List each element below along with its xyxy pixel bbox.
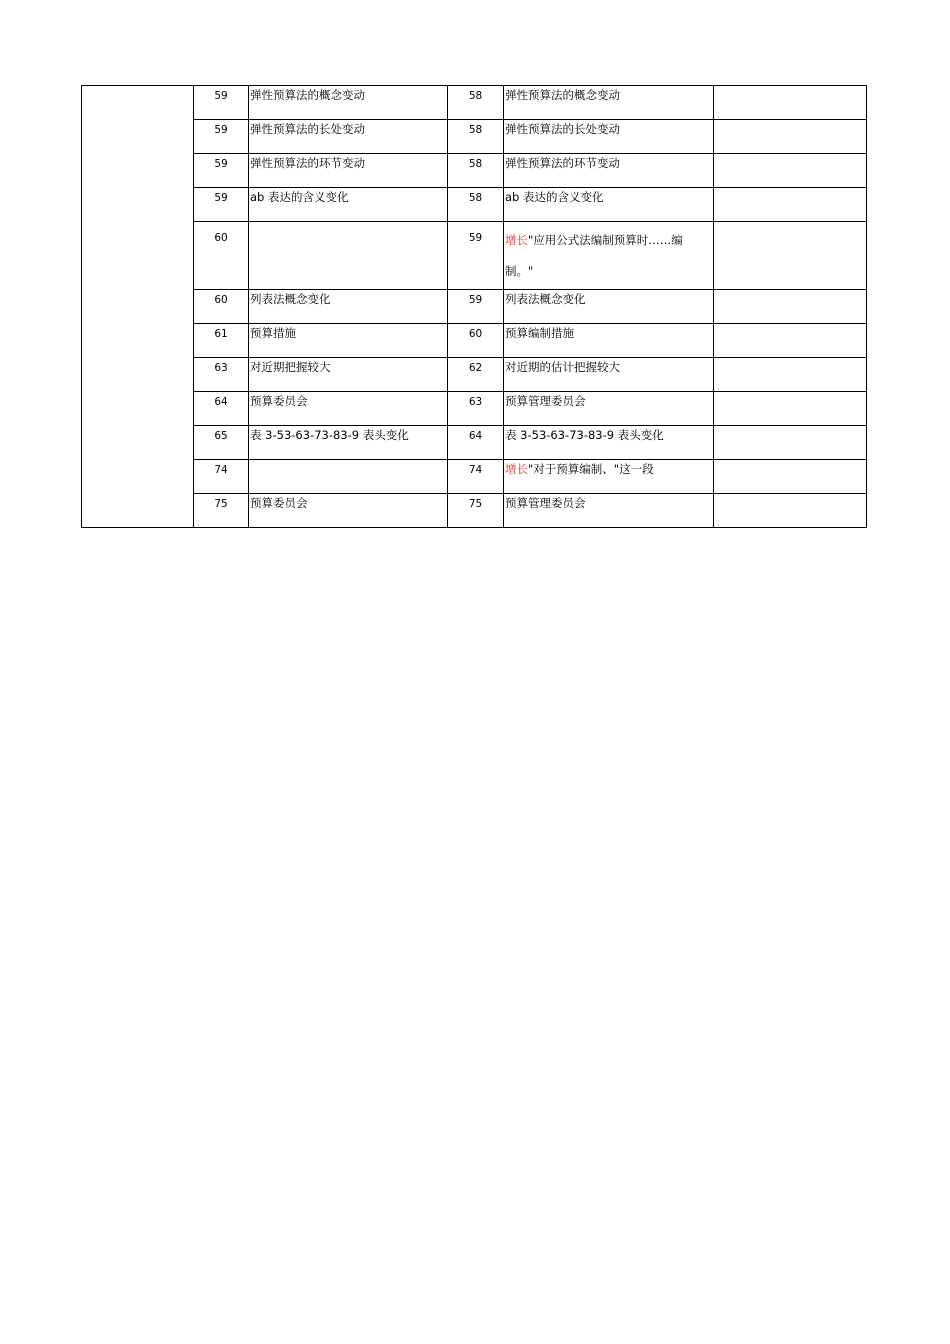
new-content-text: "对于预算编制、"这一段: [528, 462, 654, 476]
note-cell: [714, 188, 867, 222]
table-row: [82, 154, 867, 188]
note-cell: [714, 358, 867, 392]
added-marker: 增长: [505, 233, 528, 247]
note-cell: [714, 324, 867, 358]
old-content-cell: 预算措施: [249, 324, 448, 358]
old-page-cell: 60: [194, 290, 249, 324]
chapter-cell: [82, 86, 194, 528]
new-content-cell: [504, 86, 714, 120]
old-page-cell: 59: [194, 188, 249, 222]
old-content-cell: 对近期把握较大: [249, 358, 448, 392]
old-content-cell: ab 表达的含义变化: [249, 188, 448, 222]
table-row: [82, 460, 867, 494]
new-content-cell: [504, 120, 714, 154]
note-cell: [714, 460, 867, 494]
note-cell: [714, 426, 867, 460]
table-row: [82, 290, 867, 324]
old-page-cell: 65: [194, 426, 249, 460]
new-page-cell: 64: [448, 426, 504, 460]
new-page-cell: 59: [448, 222, 504, 290]
new-page-cell: 58: [448, 120, 504, 154]
new-content-cell: [504, 426, 714, 460]
old-content-cell: 弹性预算法的概念变动: [249, 86, 448, 120]
note-cell: [714, 86, 867, 120]
table-row: [82, 392, 867, 426]
old-content-cell: 弹性预算法的长处变动: [249, 120, 448, 154]
old-content-cell: 表 3-53-63-73-83-9 表头变化: [249, 426, 448, 460]
new-content-text: 列表法概念变化: [505, 292, 586, 306]
table-row: [82, 324, 867, 358]
old-content-cell: [249, 222, 448, 290]
old-page-cell: 75: [194, 494, 249, 528]
new-content-text: 弹性预算法的长处变动: [505, 122, 620, 136]
old-content-cell: 预算委员会: [249, 392, 448, 426]
note-cell: [714, 290, 867, 324]
new-page-cell: 74: [448, 460, 504, 494]
note-cell: [714, 494, 867, 528]
table-row: [82, 426, 867, 460]
table-row: [82, 358, 867, 392]
new-page-cell: 59: [448, 290, 504, 324]
revision-table-sheet: [81, 85, 866, 528]
new-page-cell: 58: [448, 154, 504, 188]
old-page-cell: 60: [194, 222, 249, 290]
old-page-cell: 74: [194, 460, 249, 494]
new-page-cell: 58: [448, 188, 504, 222]
new-page-cell: 63: [448, 392, 504, 426]
new-content-text: 弹性预算法的环节变动: [505, 156, 620, 170]
old-page-cell: 59: [194, 154, 249, 188]
old-content-cell: 弹性预算法的环节变动: [249, 154, 448, 188]
old-page-cell: 61: [194, 324, 249, 358]
new-content-text: "应用公式法编制预算时……编制。": [505, 233, 683, 278]
new-content-cell: [504, 358, 714, 392]
table-row: [82, 86, 867, 120]
new-page-cell: 75: [448, 494, 504, 528]
new-content-cell: [504, 324, 714, 358]
new-page-cell: 60: [448, 324, 504, 358]
new-content-text: ab 表达的含义变化: [505, 190, 604, 204]
new-content-cell: [504, 154, 714, 188]
note-cell: [714, 392, 867, 426]
new-content-text: 对近期的估计把握较大: [505, 360, 620, 374]
new-page-cell: 62: [448, 358, 504, 392]
old-content-cell: 预算委员会: [249, 494, 448, 528]
new-content-text: 表 3-53-63-73-83-9 表头变化: [505, 428, 664, 442]
new-content-text: 预算管理委员会: [505, 394, 586, 408]
note-cell: [714, 222, 867, 290]
table-row: [82, 222, 867, 290]
old-content-cell: [249, 460, 448, 494]
new-content-cell: [504, 290, 714, 324]
old-page-cell: 63: [194, 358, 249, 392]
new-page-cell: 58: [448, 86, 504, 120]
new-content-text: 弹性预算法的概念变动: [505, 88, 620, 102]
new-content-text: 预算编制措施: [505, 326, 574, 340]
old-page-cell: 59: [194, 86, 249, 120]
old-content-cell: 列表法概念变化: [249, 290, 448, 324]
old-page-cell: 64: [194, 392, 249, 426]
old-page-cell: 59: [194, 120, 249, 154]
note-cell: [714, 120, 867, 154]
new-content-cell: [504, 188, 714, 222]
note-cell: [714, 154, 867, 188]
table-row: [82, 494, 867, 528]
table-row: [82, 120, 867, 154]
new-content-cell: [504, 460, 714, 494]
table-row: [82, 188, 867, 222]
new-content-cell: [504, 494, 714, 528]
new-content-cell: [504, 222, 714, 290]
new-content-cell: [504, 392, 714, 426]
added-marker: 增长: [505, 462, 528, 476]
revision-table: [81, 85, 867, 528]
new-content-text: 预算管理委员会: [505, 496, 586, 510]
